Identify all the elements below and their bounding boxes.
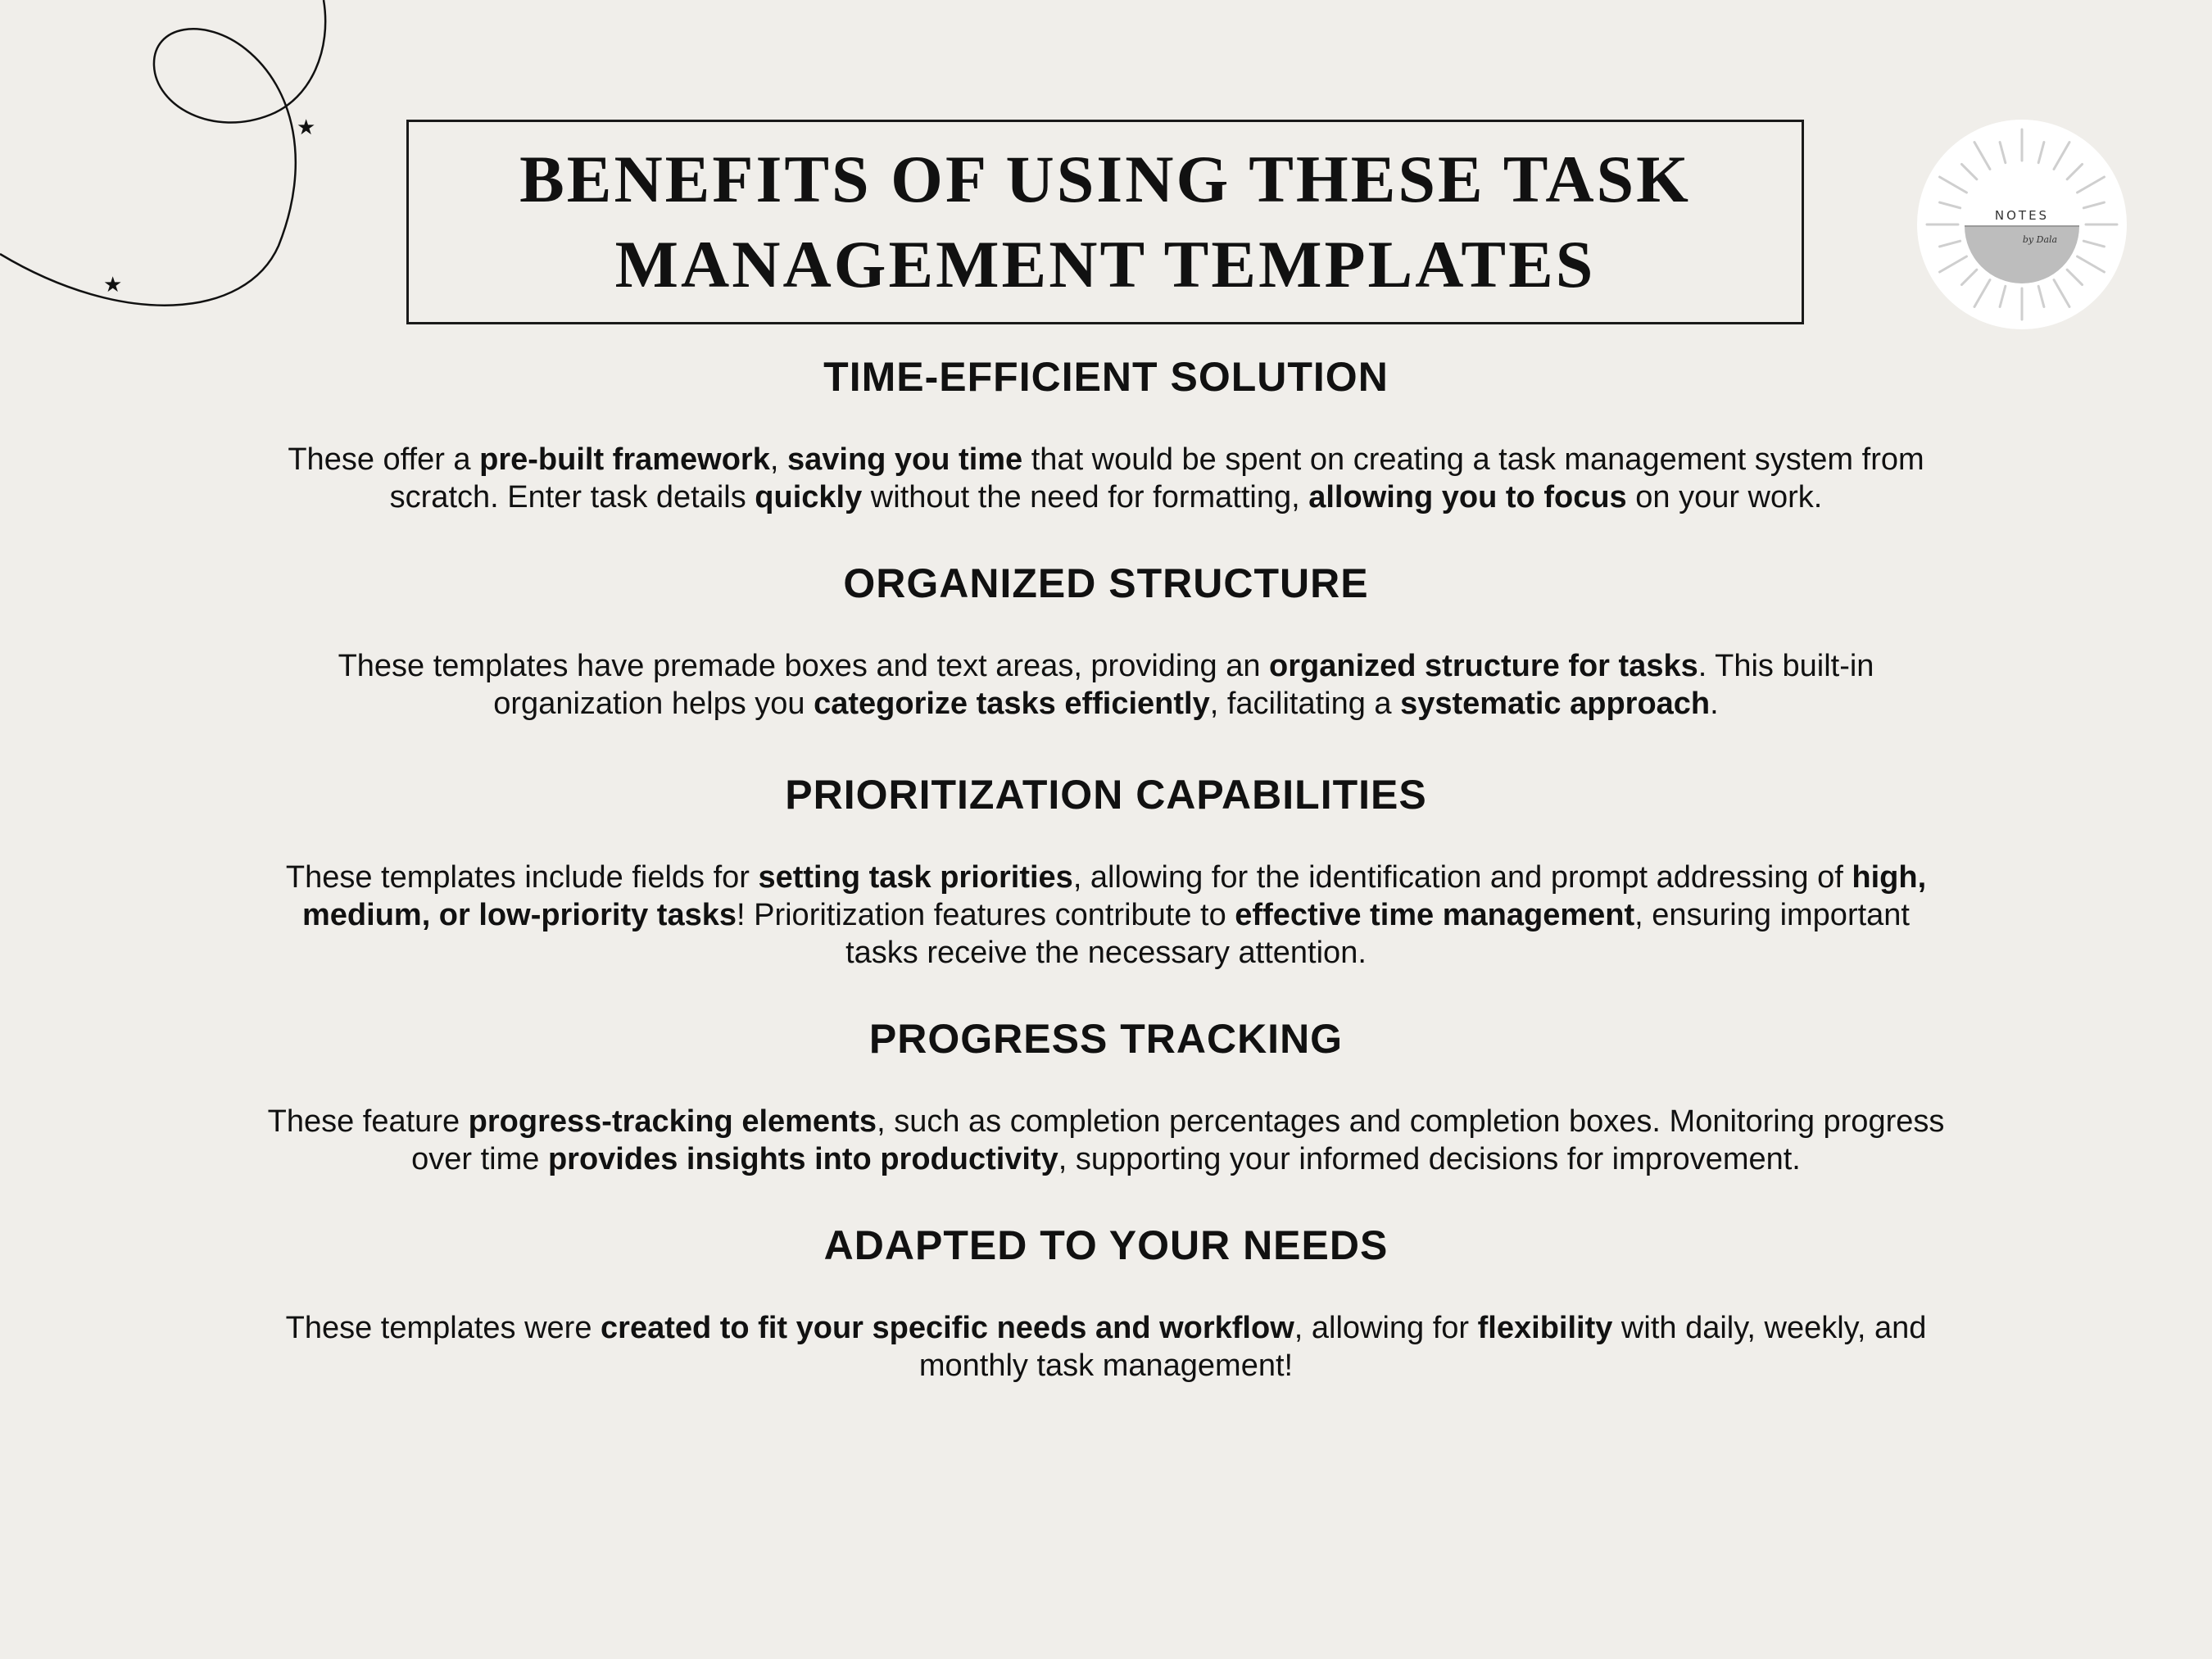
body-text-run: , allowing for xyxy=(1294,1311,1478,1345)
body-text-run: , supporting your informed decisions for improvement. xyxy=(1058,1142,1801,1176)
star-icon: ★ xyxy=(103,273,123,297)
section-heading: ORGANIZED STRUCTURE xyxy=(843,560,1369,606)
section-heading: PROGRESS TRACKING xyxy=(868,1016,1344,1062)
body-text-run: , xyxy=(769,442,787,477)
sunburst-logo-icon xyxy=(1917,120,2127,329)
body-text-run: . This built-in organization helps you xyxy=(493,649,1874,721)
title-line-2: MANAGEMENT TEMPLATES xyxy=(614,227,1596,301)
benefits-list xyxy=(205,352,2007,1385)
emphasis-text: setting task priorities xyxy=(758,860,1073,895)
body-text-run: that would be spent on creating a task management system from scratch. Enter task details xyxy=(389,442,1924,514)
emphasis-text: pre-built framework xyxy=(479,442,770,477)
section-heading: ADAPTED TO YOUR NEEDS xyxy=(823,1222,1389,1268)
emphasis-text: systematic approach xyxy=(1400,687,1711,721)
emphasis-text: high, medium, or low-priority tasks xyxy=(302,860,1927,932)
emphasis-text: progress-tracking elements xyxy=(468,1104,877,1139)
body-text-run: These templates have premade boxes and text areas, providing an xyxy=(338,649,1270,683)
section-body xyxy=(262,441,1950,516)
title-box xyxy=(406,120,1804,324)
star-icon: ★ xyxy=(297,116,316,140)
body-text-run: , facilitating a xyxy=(1209,687,1401,721)
logo-text: NOTES xyxy=(1994,208,2050,223)
decorative-swirl-icon xyxy=(0,0,344,328)
emphasis-text: effective time management xyxy=(1235,898,1635,932)
emphasis-text: provides insights into productivity xyxy=(547,1142,1058,1176)
title-line-1: BENEFITS OF USING THESE TASK xyxy=(519,142,1691,216)
body-text-run: These templates were xyxy=(285,1311,601,1345)
brand-logo xyxy=(1917,120,2127,329)
body-text-run: These offer a xyxy=(288,442,480,477)
body-text-run: with daily, weekly, and monthly task management! xyxy=(918,1311,1927,1383)
section-organized-structure xyxy=(205,559,2007,723)
section-time-efficient xyxy=(205,352,2007,516)
emphasis-text: organized structure for tasks xyxy=(1269,649,1698,683)
body-text-run: on your work. xyxy=(1626,480,1823,514)
section-body xyxy=(262,1103,1950,1178)
section-adapted-needs xyxy=(205,1221,2007,1385)
section-body xyxy=(262,859,1950,972)
emphasis-text: quickly xyxy=(755,480,863,514)
body-text-run: without the need for formatting, xyxy=(862,480,1309,514)
section-body xyxy=(262,1309,1950,1385)
emphasis-text: saving you time xyxy=(786,442,1023,477)
page-title xyxy=(519,137,1691,307)
section-body xyxy=(262,647,1950,723)
emphasis-text: created to fit your specific needs and workflow xyxy=(601,1311,1294,1345)
body-text-run: , such as completion percentages and completion boxes. Monitoring progress over time xyxy=(411,1104,1945,1176)
body-text-run: , allowing for the identification and prompt addressing of xyxy=(1072,860,1852,895)
section-prioritization xyxy=(205,770,2007,972)
body-text-run: , ensuring important tasks receive the necessary attention. xyxy=(845,898,1910,970)
section-heading: TIME-EFFICIENT SOLUTION xyxy=(823,354,1389,400)
section-heading: PRIORITIZATION CAPABILITIES xyxy=(785,772,1427,818)
body-text-run: ! Prioritization features contribute to xyxy=(737,898,1235,932)
logo-script-text: by Dala xyxy=(2022,234,2058,245)
body-text-run: These feature xyxy=(267,1104,469,1139)
section-progress-tracking xyxy=(205,1014,2007,1178)
emphasis-text: flexibility xyxy=(1477,1311,1613,1345)
emphasis-text: categorize tasks efficiently xyxy=(814,687,1210,721)
body-text-run: These templates include fields for xyxy=(285,860,759,895)
body-text-run: . xyxy=(1710,687,1719,721)
emphasis-text: allowing you to focus xyxy=(1308,480,1627,514)
